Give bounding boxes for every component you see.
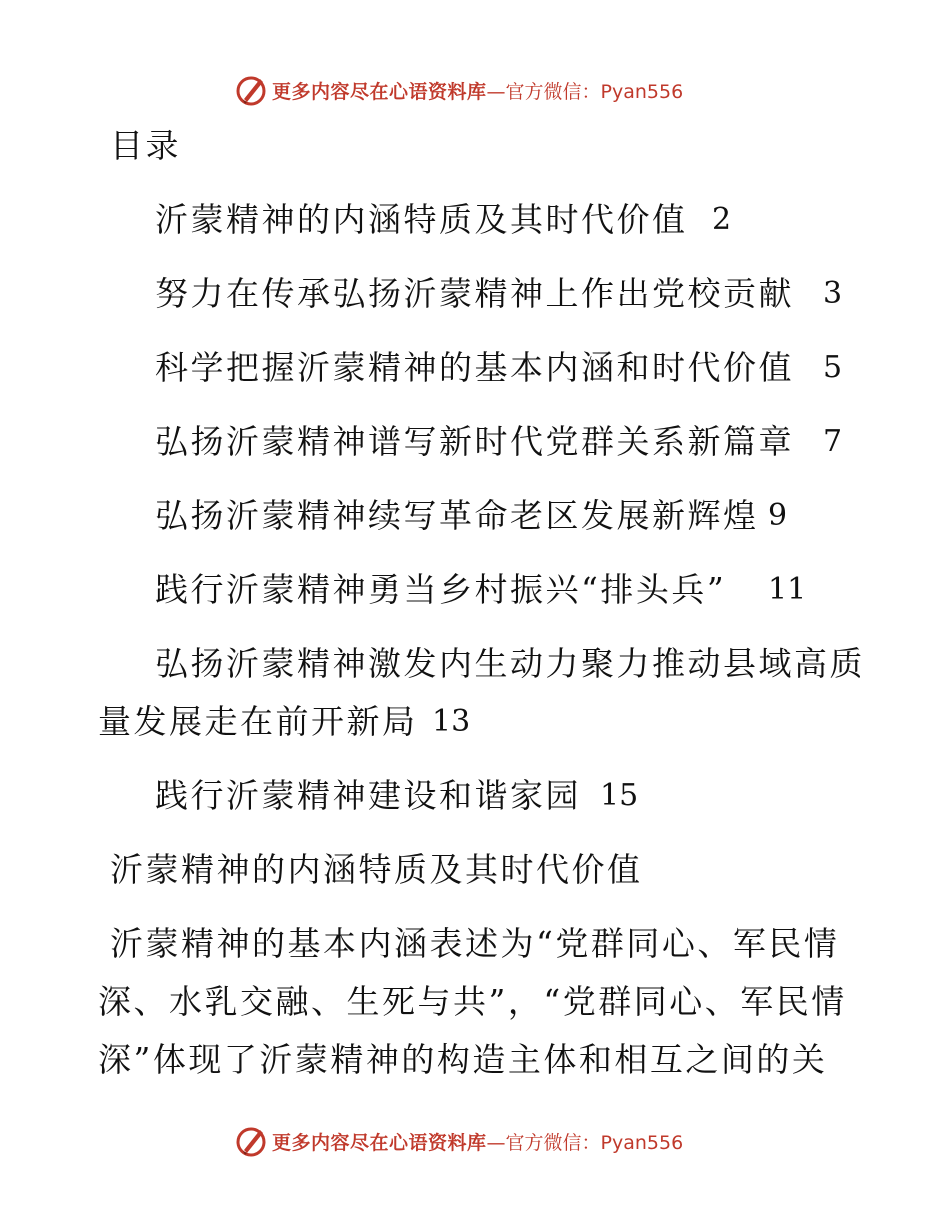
toc-title: 目录 <box>110 126 181 165</box>
header-watermark <box>234 70 683 110</box>
toc-entry-page[interactable]: 13 <box>432 704 471 739</box>
toc-entry-title[interactable]: 弘扬沂蒙精神续写革命老区发展新辉煌 <box>155 496 759 535</box>
toc-entry-page[interactable]: 9 <box>768 498 788 533</box>
toc-entry-title[interactable]: 践行沂蒙精神建设和谐家园 <box>155 776 581 815</box>
toc-entry-title[interactable]: 沂蒙精神的内涵特质及其时代价值 <box>155 200 688 239</box>
toc-entry-title[interactable]: 弘扬沂蒙精神谱写新时代党群关系新篇章 <box>155 422 794 461</box>
toc-entry-page[interactable]: 11 <box>768 572 807 607</box>
pen-logo-icon <box>234 1124 268 1158</box>
toc-entry-title[interactable]: 践行沂蒙精神勇当乡村振兴“排头兵” <box>155 570 727 609</box>
watermark-sub-text: —官方微信：Pyan556 <box>486 1131 684 1154</box>
footer-watermark <box>234 1121 683 1161</box>
watermark-main-text: 更多内容尽在心语资料库 <box>272 80 487 103</box>
toc-entry-title[interactable]: 科学把握沂蒙精神的基本内涵和时代价值 <box>155 348 794 387</box>
body-line: 深”体现了沂蒙精神的构造主体和相互之间的关 <box>98 1040 828 1079</box>
toc-entry-page[interactable]: 15 <box>600 778 639 813</box>
watermark-sub-text: —官方微信：Pyan556 <box>486 80 684 103</box>
body-line: 深、水乳交融、生死与共”，“党群同心、军民情 <box>98 982 847 1021</box>
toc-entry-title[interactable]: 努力在传承弘扬沂蒙精神上作出党校贡献 <box>155 274 794 313</box>
toc-entry-page[interactable]: 3 <box>823 276 843 311</box>
pen-logo-icon <box>234 73 268 107</box>
toc-entry-page[interactable]: 5 <box>823 350 843 385</box>
body-line: 沂蒙精神的基本内涵表述为“党群同心、军民情 <box>110 924 840 963</box>
toc-entry-title-continued[interactable]: 量发展走在前开新局 <box>98 702 418 741</box>
toc-entry-title[interactable]: 弘扬沂蒙精神激发内生动力聚力推动县域高质 <box>155 644 865 683</box>
toc-entry-page[interactable]: 7 <box>823 424 843 459</box>
toc-entry-page[interactable]: 2 <box>712 202 732 237</box>
section-heading: 沂蒙精神的内涵特质及其时代价值 <box>110 850 643 889</box>
watermark-main-text: 更多内容尽在心语资料库 <box>272 1131 487 1154</box>
